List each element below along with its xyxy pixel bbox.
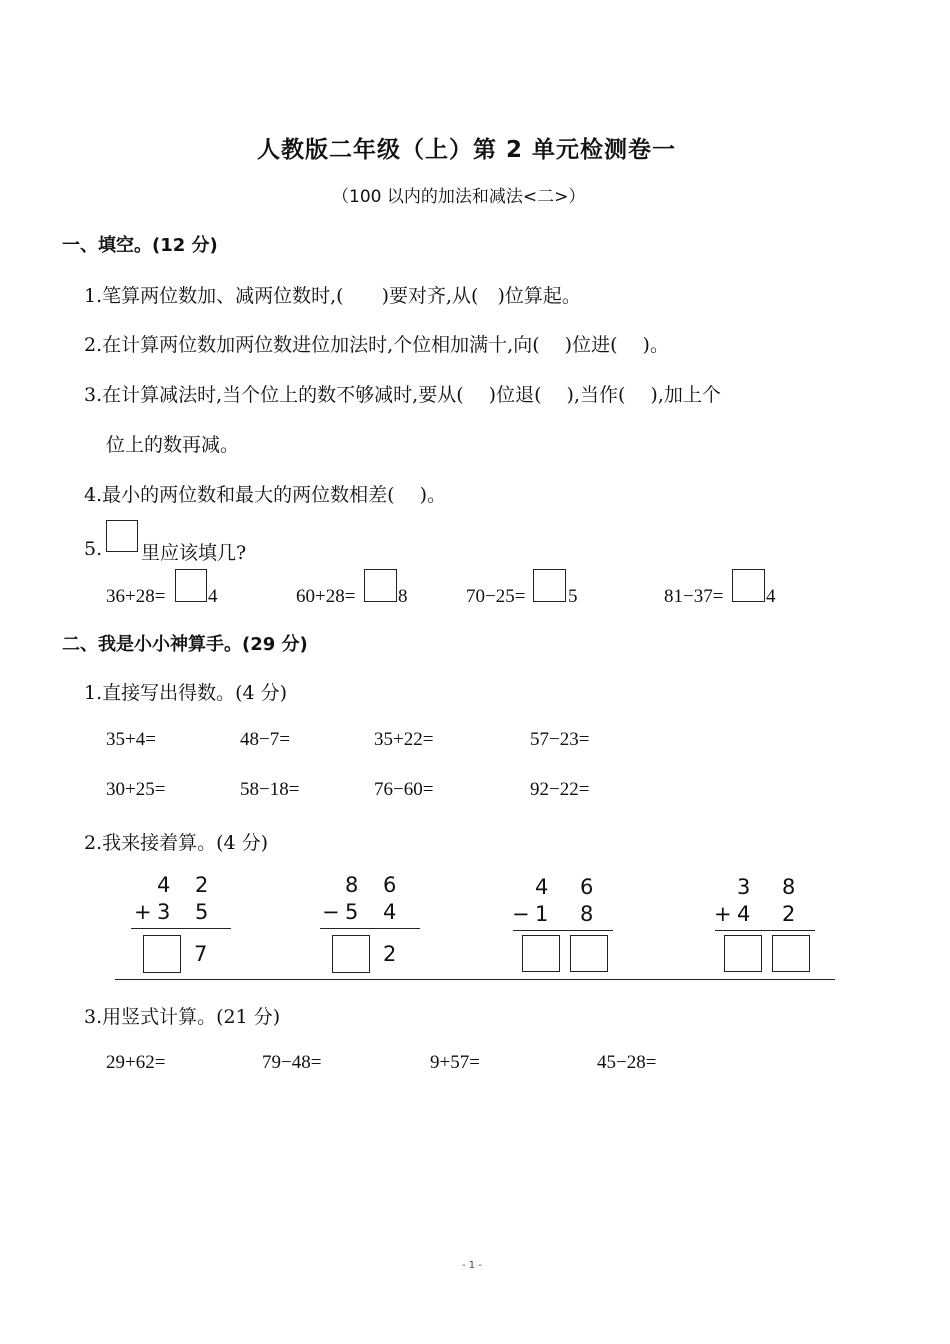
digit: 6	[580, 875, 594, 899]
digit: 4	[535, 875, 549, 899]
question-1-5: 里应该填几?	[141, 542, 247, 564]
fill-equation-left: 70−25=	[466, 586, 526, 607]
section-2-heading: 二、我是小小神算手。(29 分)	[62, 634, 308, 655]
written-equation: 9+57=	[430, 1052, 480, 1073]
answer-box[interactable]	[332, 935, 370, 973]
oral-equation: 92−22=	[530, 779, 590, 800]
calc-line	[513, 930, 613, 931]
digit: 6	[383, 873, 397, 897]
oral-equation: 48−7=	[240, 729, 290, 750]
digit: 8	[782, 875, 796, 899]
question-1-3-cont: 位上的数再减。	[106, 434, 240, 456]
digit: 3	[737, 875, 751, 899]
oral-equation: 58−18=	[240, 779, 300, 800]
oral-equation: 35+4=	[106, 729, 156, 750]
oral-equation: 35+22=	[374, 729, 434, 750]
calc-line	[320, 928, 420, 929]
fill-box[interactable]	[533, 569, 566, 602]
oral-equation: 30+25=	[106, 779, 166, 800]
section-1-heading: 一、填空。(12 分)	[62, 235, 218, 256]
operator: −	[512, 902, 530, 926]
answer-box[interactable]	[724, 935, 762, 972]
calc-line	[131, 928, 231, 929]
result-digit: 7	[194, 942, 208, 966]
question-2-2: 2.我来接着算。(4 分)	[84, 832, 269, 854]
question-2-1: 1.直接写出得数。(4 分)	[84, 682, 288, 704]
digit: 2	[782, 902, 796, 926]
digit: 8	[580, 902, 594, 926]
answer-box[interactable]	[570, 935, 608, 972]
oral-equation: 57−23=	[530, 729, 590, 750]
written-equation: 79−48=	[262, 1052, 322, 1073]
fill-equation-right: 5	[568, 586, 578, 607]
fill-equation-right: 8	[398, 586, 408, 607]
operator: +	[134, 900, 152, 924]
answer-box[interactable]	[143, 935, 181, 973]
digit: 3	[157, 900, 171, 924]
answer-box[interactable]	[772, 935, 810, 972]
divider-line	[115, 979, 835, 980]
fill-equation-left: 60+28=	[296, 586, 356, 607]
fill-equation-right: 4	[766, 586, 776, 607]
digit: 4	[383, 900, 397, 924]
answer-box[interactable]	[522, 935, 560, 972]
written-equation: 45−28=	[597, 1052, 657, 1073]
result-digit: 2	[383, 942, 397, 966]
digit: 5	[345, 900, 359, 924]
digit: 4	[737, 902, 751, 926]
digit: 2	[195, 873, 209, 897]
digit: 8	[345, 873, 359, 897]
written-equation: 29+62=	[106, 1052, 166, 1073]
fill-equation-right: 4	[208, 586, 218, 607]
digit: 1	[535, 902, 549, 926]
page-title: 人教版二年级（上）第 2 单元检测卷一	[257, 137, 677, 163]
question-1-2: 2.在计算两位数加两位数进位加法时,个位相加满十,向( )位进( )。	[84, 334, 669, 356]
digit: 4	[157, 873, 171, 897]
answer-box[interactable]	[106, 520, 138, 552]
fill-box[interactable]	[364, 569, 397, 602]
page-subtitle: （100 以内的加法和减法<二>）	[332, 187, 586, 207]
page-number: - 1 -	[462, 1260, 482, 1271]
operator: −	[322, 900, 340, 924]
fill-equation-left: 36+28=	[106, 586, 166, 607]
fill-equation-left: 81−37=	[664, 586, 724, 607]
digit: 5	[195, 900, 209, 924]
question-1-5-prefix: 5.	[84, 538, 103, 560]
question-1-4: 4.最小的两位数和最大的两位数相差( )。	[84, 484, 446, 506]
calc-line	[715, 930, 815, 931]
question-2-3: 3.用竖式计算。(21 分)	[84, 1006, 281, 1028]
question-1-3: 3.在计算减法时,当个位上的数不够减时,要从( )位退( ),当作( ),加上个	[84, 384, 721, 406]
question-1-1: 1.笔算两位数加、减两位数时,( )要对齐,从( )位算起。	[84, 285, 581, 307]
operator: +	[714, 902, 732, 926]
oral-equation: 76−60=	[374, 779, 434, 800]
fill-box[interactable]	[175, 569, 207, 602]
fill-box[interactable]	[732, 569, 765, 602]
